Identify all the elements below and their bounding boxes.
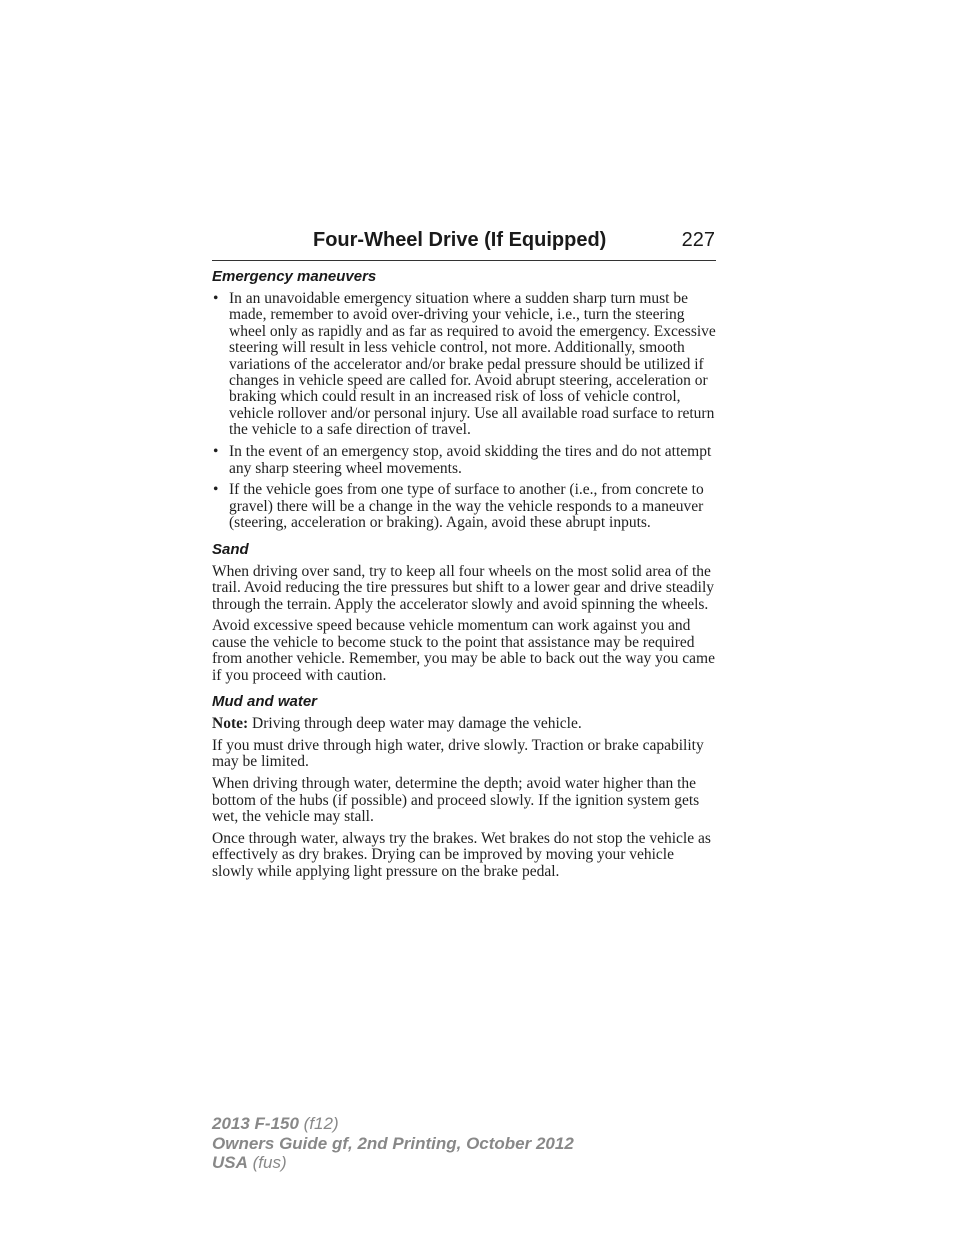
note-text: Driving through deep water may damage the vehicle. — [248, 715, 582, 733]
footer-model-line — [212, 1114, 574, 1134]
footer-region-code: (fus) — [247, 1153, 287, 1172]
footer-model: 2013 F-150 — [212, 1114, 299, 1133]
list-item — [212, 291, 716, 439]
bullet-icon: • — [213, 290, 219, 307]
page-number: 227 — [681, 229, 715, 251]
paragraph: Once through water, always try the brakes. Wet brakes do not stop the vehicle as effectively as dry brakes. Drying can be improved by moving your vehicle slowly while applying light pressure on the brake pedal. — [212, 829, 711, 880]
list-item — [212, 444, 716, 477]
page-footer — [212, 1114, 574, 1173]
emergency-list — [212, 291, 716, 532]
section-heading-mud-water: Mud and water — [212, 693, 318, 711]
paragraph: Avoid excessive speed because vehicle momentum can work against you and cause the vehicle to become stuck to the point that assistance may be required from another vehicle. Remember, you may be able to back out the way you came if you proceed with caution. — [212, 617, 715, 684]
footer-model-code: (f12) — [298, 1114, 339, 1133]
page-header — [212, 228, 716, 261]
note-label: Note: — [212, 715, 249, 733]
section-heading-emergency: Emergency maneuvers — [212, 268, 377, 285]
footer-guide-line — [212, 1134, 574, 1154]
paragraph: When driving over sand, try to keep all four wheels on the most solid area of the trail. Avoid reducing the tire pressures but shift to a lower gear and drive steadily through the terrain. Apply the accelerator slowly and avoid spinning the wheels. — [212, 562, 715, 613]
list-item-text: In the event of an emergency stop, avoid skidding the tires and do not attempt any sharp steering wheel movements. — [229, 443, 712, 477]
note-paragraph — [212, 716, 716, 732]
paragraph: If you must drive through high water, drive slowly. Traction or brake capability may be limited. — [212, 736, 704, 771]
footer-guide: Owners Guide gf, 2nd Printing, October 2012 — [212, 1133, 574, 1153]
bullet-icon: • — [213, 443, 219, 461]
footer-region: USA — [212, 1153, 248, 1172]
list-item — [212, 482, 716, 531]
list-item-text: If the vehicle goes from one type of surface to another (i.e., from concrete to gravel) there will be a change in the way the vehicle responds to a maneuver (steering, acceleration or braking). Again, avoid these abrupt inputs. — [229, 481, 704, 532]
page-content — [212, 268, 716, 886]
list-item-text: In an unavoidable emergency situation where a sudden sharp turn must be made, remember to avoid over-driving your vehicle, i.e., turn the steering wheel only as rapidly and as far as required to avoid the emergency. Excessive steering will result in less vehicle control, not more. Additionally, smooth variations of the accelerator and/or brake pedal pressure should be utilized if changes in vehicle speed are called for. Avoid abrupt steering, acceleration or braking which could result in an increased risk of loss of vehicle control, vehicle rollover and/or personal injury. Use all available road surface to return the vehicle to a safe direction of travel. — [229, 290, 716, 439]
footer-region-line — [212, 1153, 574, 1173]
bullet-icon: • — [213, 481, 219, 499]
paragraph: When driving through water, determine the depth; avoid water higher than the bottom of the hubs (if possible) and proceed slowly. If the ignition system gets wet, the vehicle may stall. — [212, 775, 700, 826]
section-heading-sand: Sand — [212, 540, 249, 558]
chapter-title: Four-Wheel Drive (If Equipped) — [313, 229, 607, 251]
